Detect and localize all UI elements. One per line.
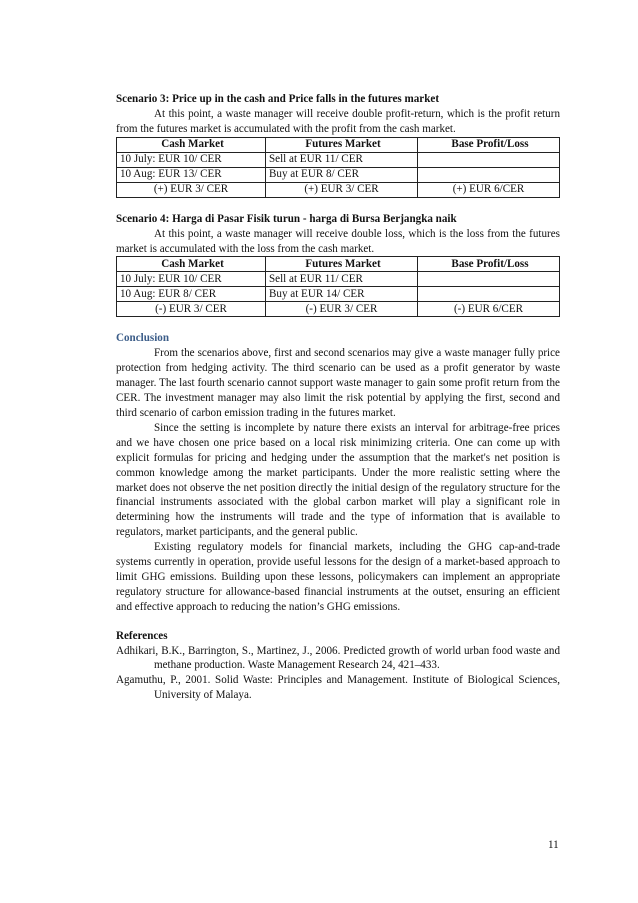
table-cell: Buy at EUR 14/ CER	[266, 287, 418, 302]
table-cell: 10 Aug: EUR 13/ CER	[117, 167, 266, 182]
table-row	[117, 272, 560, 287]
table-cell: (-) EUR 6/CER	[418, 302, 560, 317]
table-header-row	[117, 257, 560, 272]
scenario3-title: Scenario 3: Price up in the cash and Price falls in the futures market	[116, 93, 440, 105]
scenario4-table	[116, 256, 560, 317]
table-row	[117, 287, 560, 302]
header-futures-market: Futures Market	[266, 257, 418, 272]
table-cell: (+) EUR 3/ CER	[117, 182, 266, 197]
header-cash-market: Cash Market	[117, 137, 266, 152]
table-cell: Sell at EUR 11/ CER	[266, 272, 418, 287]
header-futures-market: Futures Market	[266, 137, 418, 152]
table-row	[117, 152, 560, 167]
table-row	[117, 167, 560, 182]
conclusion-paragraph: Existing regulatory models for financial markets, including the GHG cap-and-trade systems currently in operation, provide useful lessons for the design of a market-based approach to limit GHG emissions. Building upon these lessons, policymakers can implement an appropriate regulatory structure for allowance-based financial instruments at the outset, ensuring an efficient and effective approach to reducing the nation’s GHG emissions.	[116, 541, 560, 613]
table-cell	[418, 272, 560, 287]
table-cell: 10 July: EUR 10/ CER	[117, 152, 266, 167]
header-base-profit-loss: Base Profit/Loss	[418, 137, 560, 152]
table-cell: Sell at EUR 11/ CER	[266, 152, 418, 167]
table-cell: (-) EUR 3/ CER	[117, 302, 266, 317]
reference-item: Adhikari, B.K., Barrington, S., Martinez, J., 2006. Predicted growth of world urban food waste and methane production. Waste Management Research 24, 421–433.	[116, 644, 560, 672]
table-cell: 10 July: EUR 10/ CER	[117, 272, 266, 287]
table-cell: (+) EUR 6/CER	[418, 182, 560, 197]
table-header-row	[117, 137, 560, 152]
scenario3-table	[116, 137, 560, 198]
header-cash-market: Cash Market	[117, 257, 266, 272]
table-row	[117, 182, 560, 197]
table-cell	[418, 287, 560, 302]
table-cell: Buy at EUR 8/ CER	[266, 167, 418, 182]
page-number: 11	[548, 839, 559, 851]
table-cell: (+) EUR 3/ CER	[266, 182, 418, 197]
header-base-profit-loss: Base Profit/Loss	[418, 257, 560, 272]
scenario3-intro: At this point, a waste manager will receive double profit-return, which is the profit return from the futures market is accumulated with the profit from the cash market.	[116, 107, 560, 135]
table-cell	[418, 152, 560, 167]
conclusion-paragraph: From the scenarios above, first and second scenarios may give a waste manager fully price protection from hedging activity. The third scenario can be used as a profit generator by waste manager. The last fourth scenario cannot support waste manager to gain some profit return from the CER. The investment manager may also limit the risk potential by applying the first, second and third scenario of carbon emission trading in the futures market.	[116, 347, 560, 419]
scenario4-intro: At this point, a waste manager will receive double loss, which is the loss from the futures market is accumulated with the loss from the cash market.	[116, 227, 560, 255]
table-row	[117, 302, 560, 317]
table-cell: 10 Aug: EUR 8/ CER	[117, 287, 266, 302]
conclusion-title: Conclusion	[116, 332, 170, 345]
scenario4-title: Scenario 4: Harga di Pasar Fisik turun - harga di Bursa Berjangka naik	[116, 212, 457, 225]
table-cell	[418, 167, 560, 182]
table-cell: (-) EUR 3/ CER	[266, 302, 418, 317]
reference-item: Agamuthu, P., 2001. Solid Waste: Principles and Management. Institute of Biological Sciences, University of Malaya.	[116, 674, 560, 702]
page-content	[116, 92, 560, 703]
references-title: References	[116, 629, 168, 642]
conclusion-paragraph: Since the setting is incomplete by nature there exists an interval for arbitrage-free prices and we have chosen one price based on a local risk minimizing criteria. One can come up with explicit formulas for pricing and hedging under the assumption that the market's net position is common knowledge among the market participants. Under the more realistic setting where the market does not observe the net position directly the initial design of the regulatory structure for the financial instruments associated with the global carbon market will play a significant role in determining how the instruments will trade and the type of information that is available to regulators, market participants, and the general public.	[116, 421, 560, 539]
